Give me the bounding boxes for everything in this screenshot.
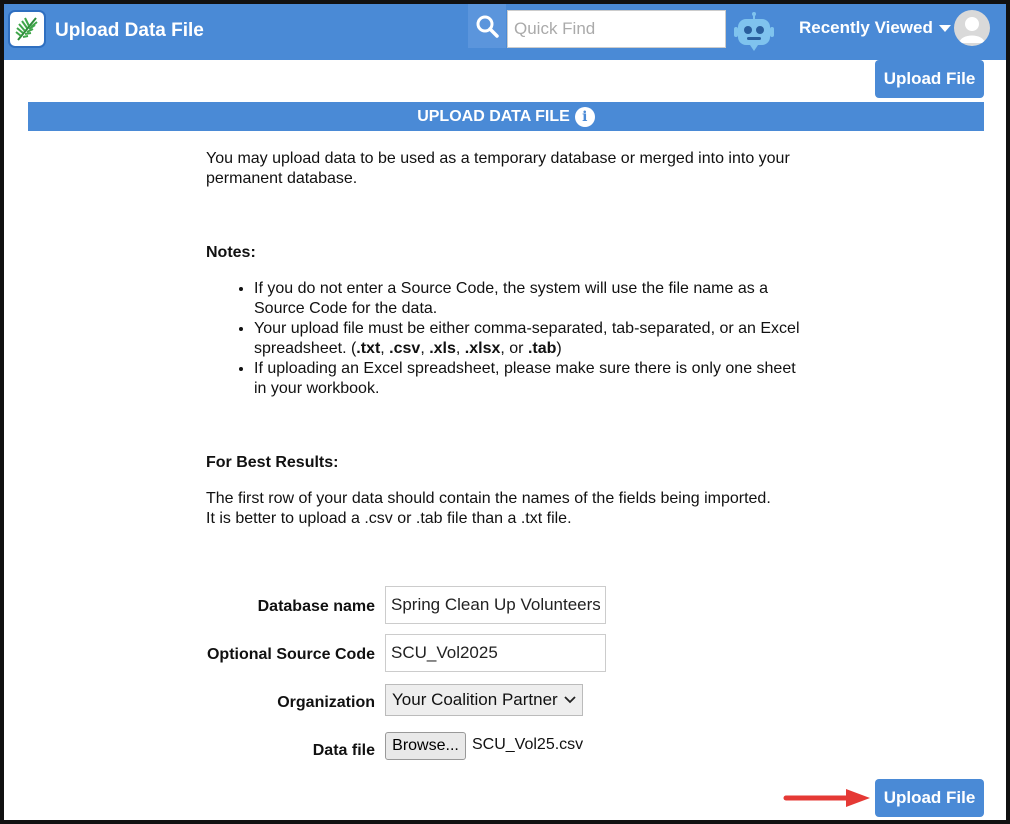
notes-list bbox=[206, 279, 806, 399]
search-icon bbox=[474, 13, 500, 39]
organization-select[interactable] bbox=[385, 684, 583, 716]
best-results-heading: For Best Results: bbox=[206, 454, 339, 471]
organization-label: Organization bbox=[277, 694, 375, 711]
data-file-label: Data file bbox=[312, 742, 375, 759]
app-logo-icon[interactable] bbox=[8, 10, 46, 48]
red-arrow-annotation-icon bbox=[782, 787, 874, 809]
chatbot-icon[interactable] bbox=[733, 12, 775, 52]
organization-value: Your Coalition Partner bbox=[392, 690, 558, 709]
notes-heading: Notes: bbox=[206, 244, 256, 261]
section-title: UPLOAD DATA FILE bbox=[417, 107, 570, 125]
user-avatar-icon[interactable] bbox=[954, 10, 990, 46]
upload-file-button-top[interactable]: Upload File bbox=[875, 60, 984, 98]
recently-viewed-label: Recently Viewed bbox=[799, 18, 933, 37]
database-name-input[interactable] bbox=[385, 586, 606, 624]
list-item: • If uploading an Excel spreadsheet, please make sure there is only one sheet in your workbook. bbox=[254, 359, 806, 399]
intro-text: You may upload data to be used as a temporary database or merged into into your permanent database. bbox=[206, 150, 790, 187]
database-name-label: Database name bbox=[257, 598, 375, 615]
quick-find-input[interactable] bbox=[507, 10, 726, 48]
section-header bbox=[28, 102, 984, 131]
best-results-text: The first row of your data should contain the names of the fields being imported. It is better to upload a .csv or .tab file than a .txt file. bbox=[206, 490, 771, 527]
info-icon[interactable]: i bbox=[575, 107, 595, 127]
list-item: • If you do not enter a Source Code, the system will use the file name as a Source Code for the data. bbox=[254, 279, 806, 319]
page-title: Upload Data File bbox=[55, 20, 204, 41]
recently-viewed-menu[interactable] bbox=[799, 18, 951, 38]
search-button[interactable] bbox=[468, 4, 506, 48]
browse-button[interactable]: Browse... bbox=[385, 732, 466, 760]
source-code-input[interactable] bbox=[385, 634, 606, 672]
chevron-down-icon bbox=[564, 696, 576, 704]
header-bar bbox=[4, 4, 1006, 60]
source-code-label: Optional Source Code bbox=[206, 646, 375, 663]
chevron-down-icon bbox=[939, 25, 951, 32]
upload-file-button[interactable]: Upload File bbox=[875, 779, 984, 817]
selected-file-name: SCU_Vol25.csv bbox=[472, 736, 584, 753]
list-item: • Your upload file must be either comma-separated, tab-separated, or an Excel spreadsheet. (.txt, .csv, .xls, .xlsx, or .tab) bbox=[254, 319, 806, 359]
